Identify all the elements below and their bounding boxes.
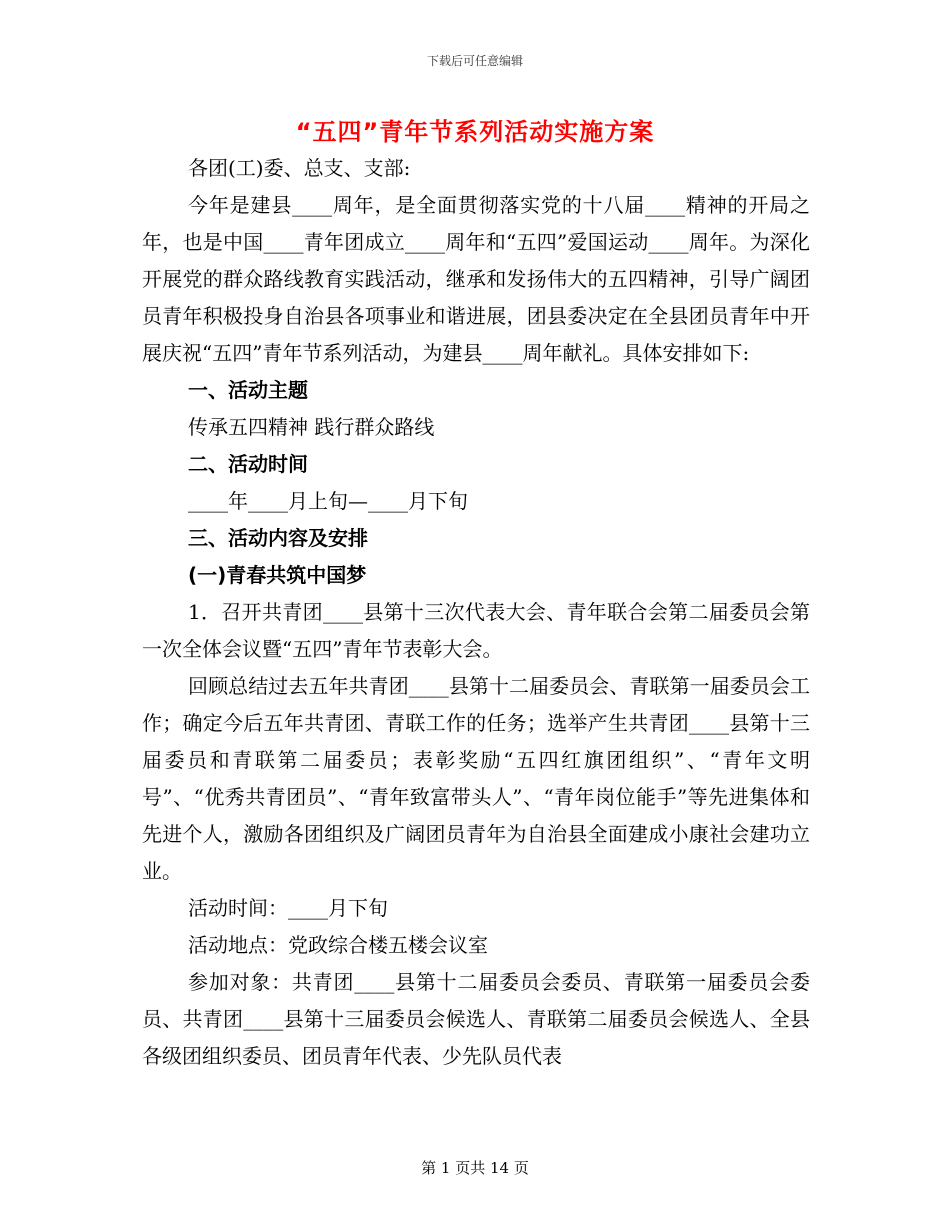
subsection-heading-dream: (一)青春共筑中国梦	[188, 563, 367, 587]
salutation: 各团(工)委、总支、支部:	[188, 156, 411, 180]
activity-place: 活动地点：党政综合楼五楼会议室	[188, 933, 488, 957]
activity-time: 活动时间：____月下旬	[188, 896, 388, 920]
page-footer-number: 第 1 页共 14 页	[421, 1159, 529, 1177]
item-1-paragraph: 1．召开共青团____县第十三次代表大会、青年联合会第二届委员会第一次全体会议暨“五四”青年节表彰大会。	[142, 600, 810, 661]
section-theme-text: 传承五四精神 践行群众路线	[188, 415, 435, 439]
item-1-description: 回顾总结过去五年共青团____县第十二届委员会、青联第一届委员会工作；确定今后五年共青团、青联工作的任务；选举产生共青团____县第十三届委员和青联第二届委员；表彰奖励“五四红旗团组织”、“青年文明号”、“优秀共青团员”、“青年致富带头人”、“青年岗位能手”等先进集体和先进个人，激励各团组织及广阔团员青年为自治县全面建成小康社会建功立业。	[142, 674, 810, 883]
section-heading-time: 二、活动时间	[188, 452, 308, 476]
section-time-text: ____年____月上旬—____月下旬	[188, 489, 468, 513]
page-header-note: 下载后可任意编辑	[426, 54, 523, 68]
participants-paragraph: 参加对象：共青团____县第十二届委员会委员、青联第一届委员会委员、共青团____县第十三届委员会候选人、青联第二届委员会候选人、全县各级团组织委员、团员青年代表、少先队员代表	[142, 970, 810, 1068]
section-heading-content: 三、活动内容及安排	[188, 526, 368, 550]
document-body	[142, 150, 810, 1075]
document-title: “五四”青年节系列活动实施方案	[295, 118, 655, 146]
intro-paragraph: 今年是建县____周年，是全面贯彻落实党的十八届____精神的开局之年，也是中国____青年团成立____周年和“五四”爱国运动____周年。为深化开展党的群众路线教育实践活动，继承和发扬伟大的五四精神，引导广阔团员青年积极投身自治县各项事业和谐进展，团县委决定在全县团员青年中开展庆祝“五四”青年节系列活动，为建县____周年献礼。具体安排如下:	[142, 193, 810, 365]
section-heading-theme: 一、活动主题	[188, 378, 308, 402]
